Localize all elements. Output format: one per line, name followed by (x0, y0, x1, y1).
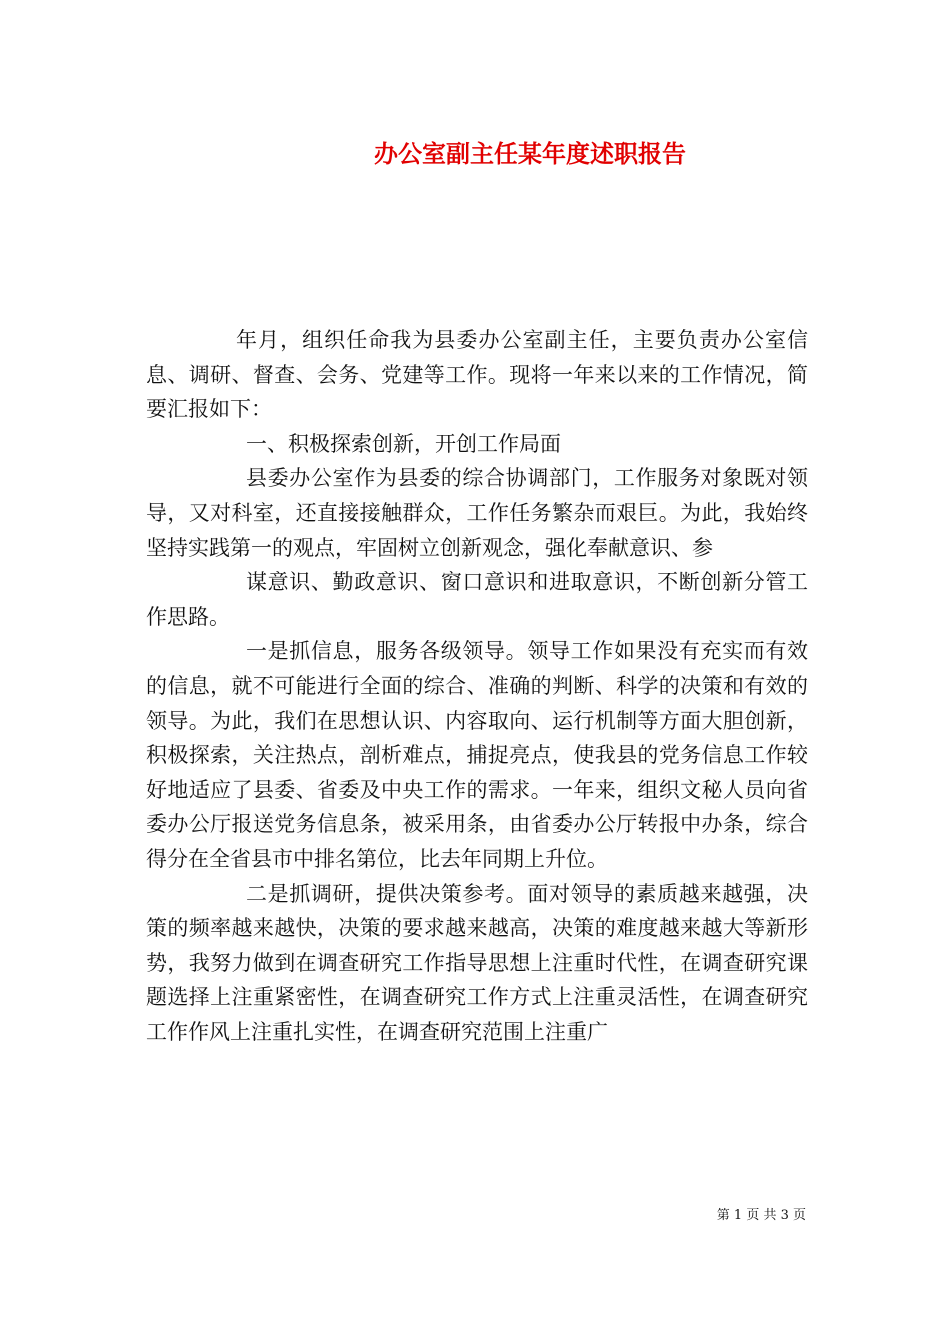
paragraph-research: 二是抓调研，提供决策参考。面对领导的素质越来越强，决策的频率越来越快，决策的要求越来越高，决策的难度越来越大等新形势，我努力做到在调查研究工作指导思想上注重时代性，在调查研究课题选择上注重紧密性，在调查研究工作方式上注重灵活性，在调查研究工作作风上注重扎实性，在调查研究范围上注重广 (146, 881, 808, 1044)
paragraph-information: 一是抓信息，服务各级领导。领导工作如果没有充实而有效的信息，就不可能进行全面的综合、准确的判断、科学的决策和有效的领导。为此，我们在思想认识、内容取向、运行机制等方面大胆创新，积极探索，关注热点，剖析难点，捕捉亮点，使我县的党务信息工作较好地适应了县委、省委及中央工作的需求。一年来，组织文秘人员向省委办公厅报送党务信息条，被采用条，由省委办公厅转报中办条，综合得分在全省县市中排名第位，比去年同期上升位。 (146, 639, 808, 871)
section-heading-1: 一、积极探索创新，开创工作局面 (246, 431, 561, 456)
document-title: 办公室副主任某年度述职报告 (374, 139, 686, 168)
paragraph-intro: 年月，组织任命我为县委办公室副主任，主要负责办公室信息、调研、督查、会务、党建等工作。现将一年来以来的工作情况，简要汇报如下： (146, 328, 808, 422)
paragraph-section-1: 县委办公室作为县委的综合协调部门，工作服务对象既对领导，又对科室，还直接接触群众，工作任务繁杂而艰巨。为此，我始终坚持实践第一的观点，牢固树立创新观念，强化奉献意识、参 (146, 466, 808, 560)
paragraph-section-1-continued: 谋意识、勤政意识、窗口意识和进取意识，不断创新分管工作思路。 (146, 570, 808, 629)
page-footer: 第 1 页 共 3 页 (716, 1208, 806, 1223)
document-body (146, 323, 808, 1049)
